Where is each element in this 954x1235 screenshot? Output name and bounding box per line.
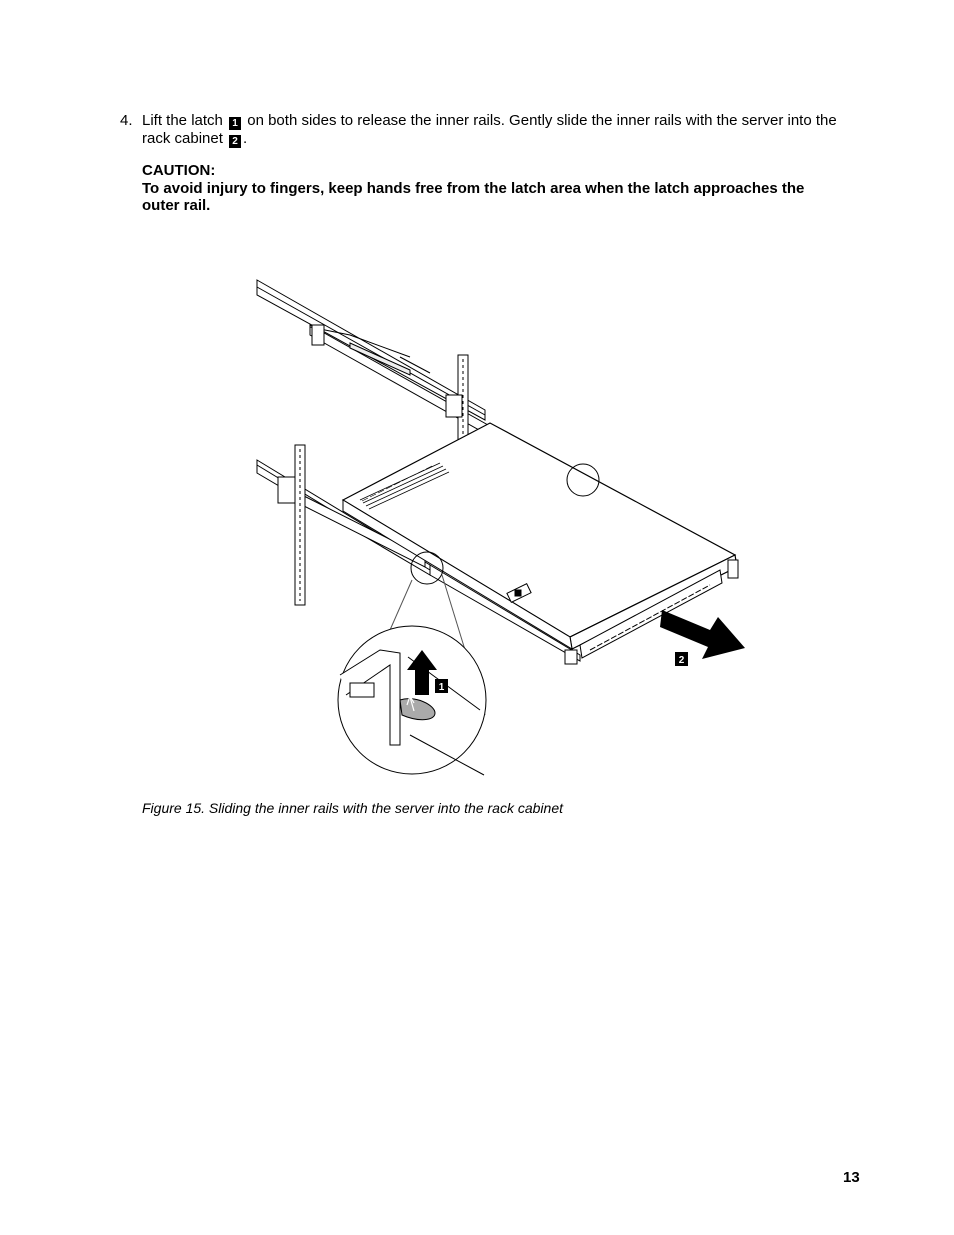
callout-1-figure-label: [435, 679, 448, 693]
callout-2-figure-label: [675, 652, 688, 666]
callout-2-badge: 2: [229, 135, 241, 148]
latch-detail-circle: [338, 626, 486, 775]
page-number: 13: [843, 1169, 860, 1186]
front-rack-post: [295, 445, 305, 605]
svg-text:2: 2: [678, 655, 685, 666]
step-text-part-1: Lift the latch: [142, 112, 223, 129]
server-rail-illustration: [250, 275, 760, 780]
caution-heading: CAUTION:: [142, 162, 216, 179]
caution-body: To avoid injury to fingers, keep hands free from the latch area when the latch approaches the outer rail.: [142, 179, 805, 214]
step-text-part-2: on both sides to release the inner rails. Gently slide the inner rails with the server into the rack cabinet: [142, 112, 837, 147]
caution-note: [142, 162, 842, 215]
figure-caption: Figure 15. Sliding the inner rails with the server into the rack cabinet: [142, 800, 563, 816]
svg-text:1: 1: [438, 682, 445, 693]
step-number: 4.: [120, 112, 133, 129]
callout-1-badge: 1: [229, 117, 241, 130]
step-text-end: .: [243, 130, 248, 147]
illustration-svg: [250, 275, 760, 780]
push-arrow-icon: [660, 610, 745, 659]
step-text: [142, 112, 840, 148]
